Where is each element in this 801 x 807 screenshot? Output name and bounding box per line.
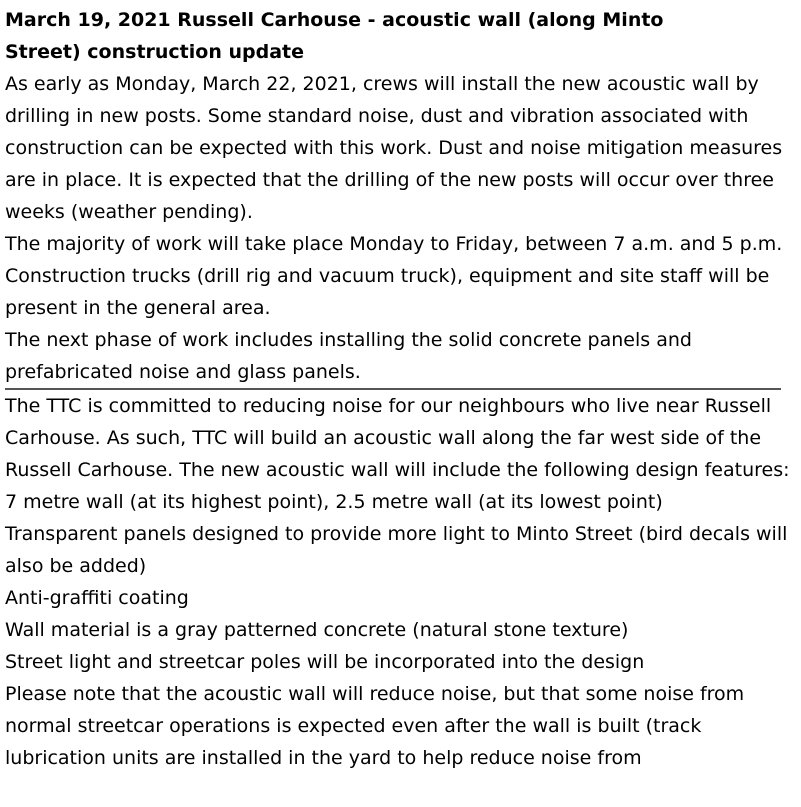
feature-item: 7 metre wall (at its highest point), 2.5 metre wall (at its lowest point): [5, 491, 663, 513]
background-intro: The TTC is committed to reducing noise for our neighbours who live near Russell Carhouse. As such, TTC will build an acoustic wall along the far west side of the Russell Carhouse. The new acoustic wall will include the following design features:: [5, 395, 790, 481]
article-title: March 19, 2021 Russell Carhouse - acoustic wall (along Minto Street) construction update: [5, 9, 664, 63]
feature-item: Wall material is a gray patterned concrete (natural stone texture): [5, 619, 629, 641]
update-paragraph: As early as Monday, March 22, 2021, crews will install the new acoustic wall by drilling in new posts. Some standard noise, dust and vibration associated with construction can be expected with this work. Dust and noise mitigation measures are in place. It is expected that the drilling of the new posts will occur over three weeks (weather pending).: [5, 73, 783, 223]
article: [5, 4, 795, 774]
feature-item: Anti-graffiti coating: [5, 587, 189, 609]
closing-paragraph: Please note that the acoustic wall will reduce noise, but that some noise from normal streetcar operations is expected even after the wall is built (track lubrication units are installed in the yard to help reduce noise from: [5, 683, 745, 769]
feature-item: Transparent panels designed to provide more light to Minto Street (bird decals will also be added): [5, 523, 788, 577]
design-features-list: [5, 486, 795, 678]
feature-item: Street light and streetcar poles will be incorporated into the design: [5, 651, 645, 673]
update-paragraph: The majority of work will take place Monday to Friday, between 7 a.m. and 5 p.m. Construction trucks (drill rig and vacuum truck), equipment and site staff will be present in the general area.: [5, 233, 783, 319]
update-paragraph: The next phase of work includes installing the solid concrete panels and prefabricated noise and glass panels.: [5, 329, 692, 383]
